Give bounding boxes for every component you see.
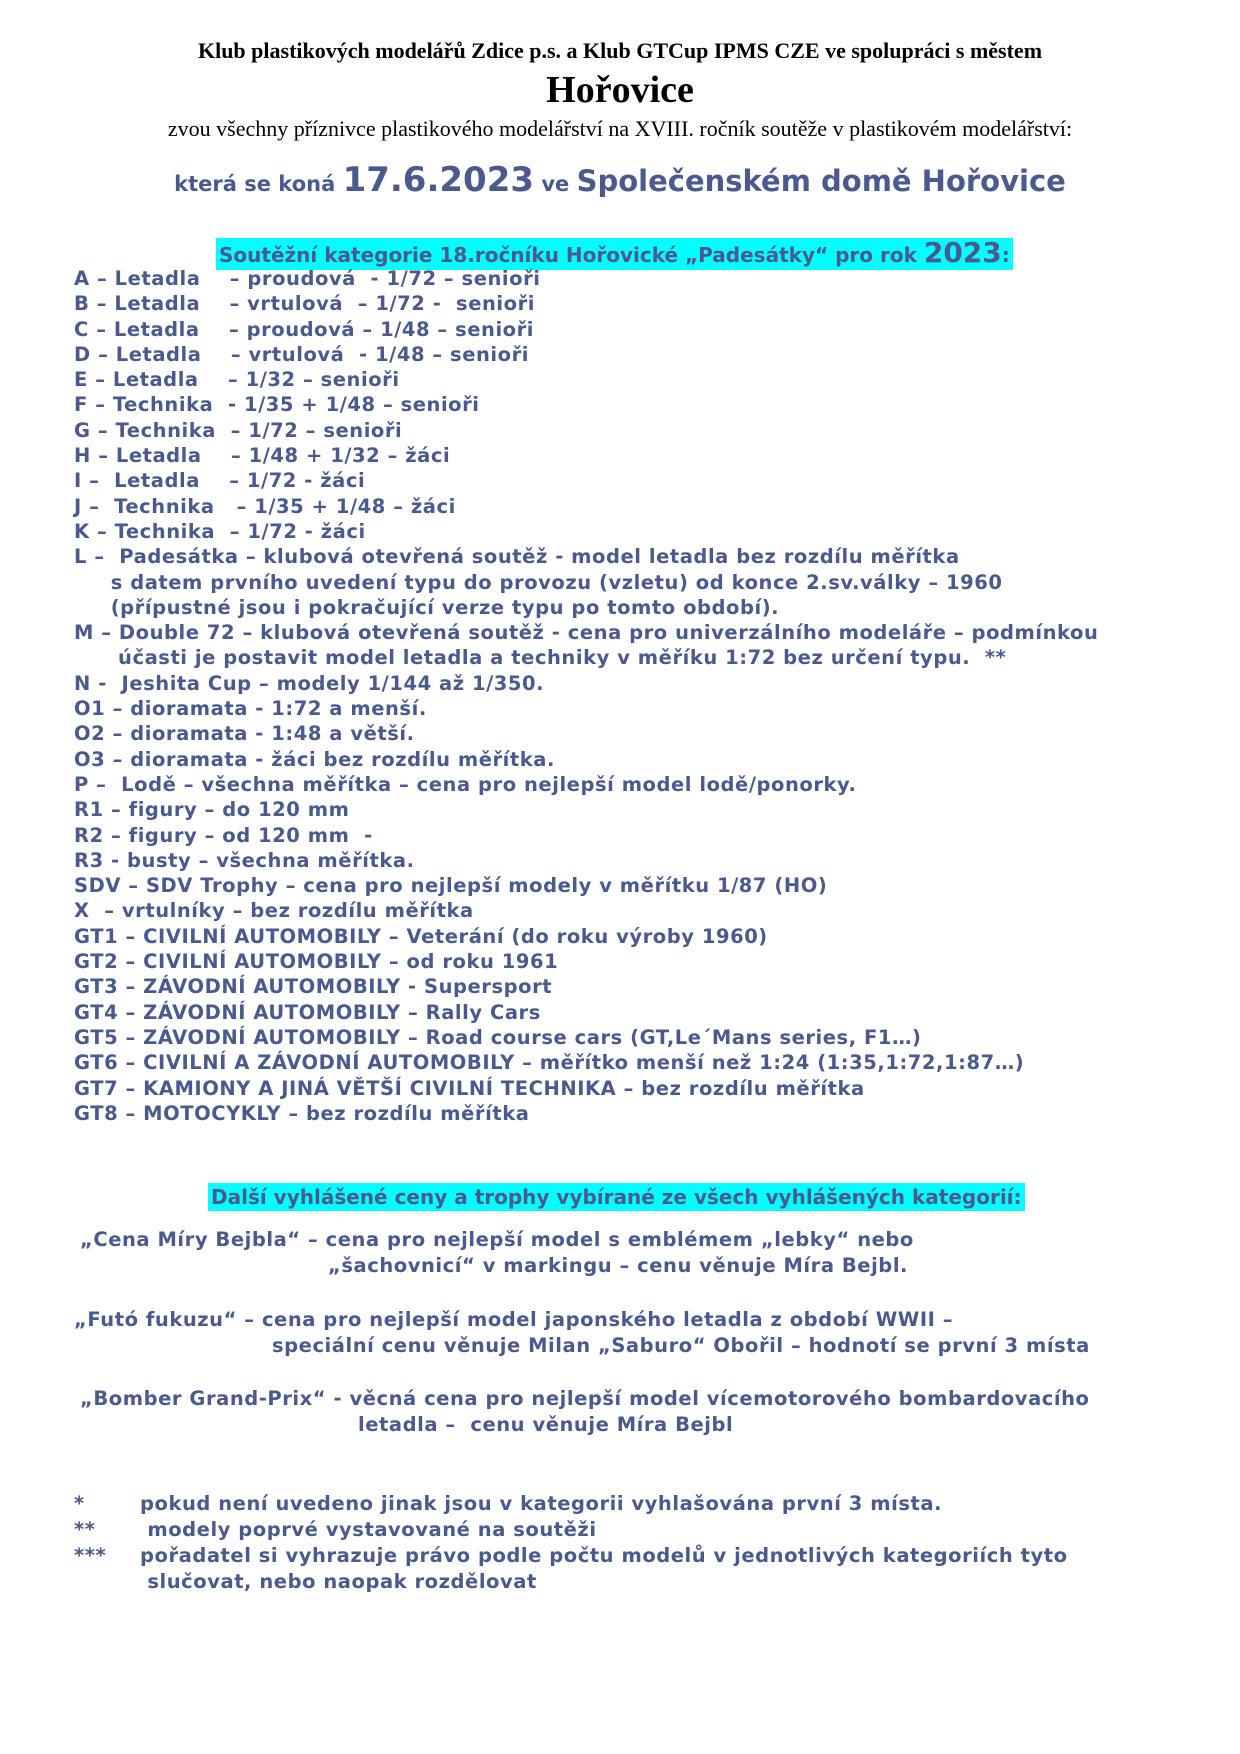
list-item: L – Padesátka – klubová otevřená soutěž - model letadla bez rozdílu měřítka xyxy=(74,545,960,569)
footnote-text: pokud není uvedeno jinak jsou v kategorii vyhlašována první 3 místa. xyxy=(140,1492,943,1515)
list-item: s datem prvního uvedení typu do provozu (vzletu) od konce 2.sv.války – 1960 xyxy=(74,570,1003,594)
prizes-heading: Další vyhlášené ceny a trophy vybírané ze všech vyhlášených kategorií: xyxy=(208,1183,1025,1211)
list-item: GT8 – MOTOCYKLY – bez rozdílu měřítka xyxy=(74,1101,530,1125)
event-info-mid: ve xyxy=(534,172,577,196)
prize-bomber-grand-prix-line2: letadla – cenu věnuje Míra Bejbl xyxy=(358,1413,734,1436)
list-item: D – Letadla – vrtulová - 1/48 – senioři xyxy=(74,342,529,366)
list-item: R1 – figury – do 120 mm xyxy=(74,798,350,822)
list-item: H – Letadla – 1/48 + 1/32 – žáci xyxy=(74,444,451,468)
list-item: O2 – dioramata - 1:48 a větší. xyxy=(74,722,415,746)
list-item: R2 – figury – od 120 mm - xyxy=(74,823,373,847)
list-item: I – Letadla – 1/72 - žáci xyxy=(74,469,366,493)
footnote-mark: * xyxy=(74,1492,85,1515)
list-item: A – Letadla – proudová - 1/72 – senioři xyxy=(74,267,541,290)
event-date: 17.6.2023 xyxy=(342,160,535,200)
list-item: M – Double 72 – klubová otevřená soutěž - cena pro univerzálního modeláře – podmínkou xyxy=(74,621,1099,645)
list-item: P – Lodě – všechna měřítka – cena pro nejlepší model lodě/ponorky. xyxy=(74,772,857,796)
event-venue: Společenském domě Hořovice xyxy=(576,164,1066,198)
footnote xyxy=(74,1517,597,1543)
header-organizers: Klub plastikových modelářů Zdice p.s. a Klub GTCup IPMS CZE ve spolupráci s městem xyxy=(197,38,1043,63)
prize-futo-fukuzu-line1: „Futó fukuzu“ – cena pro nejlepší model japonského letadla z období WWII – xyxy=(74,1308,954,1331)
list-item: K – Technika – 1/72 - žáci xyxy=(74,519,366,543)
prize-futo-fukuzu-line2: speciální cenu věnuje Milan „Saburo“ Obořil – hodnotí se první 3 místa xyxy=(272,1334,1090,1357)
list-item: SDV – SDV Trophy – cena pro nejlepší modely v měřítku 1/87 (HO) xyxy=(74,874,828,898)
list-item: GT6 – CIVILNÍ A ZÁVODNÍ AUTOMOBILY – měřítko menší než 1:24 (1:35,1:72,1:87…) xyxy=(74,1051,1025,1075)
list-item: GT2 – CIVILNÍ AUTOMOBILY – od roku 1961 xyxy=(74,950,559,974)
header-event-info xyxy=(0,160,1240,200)
prize-cena-miry-bejbla-line1: „Cena Míry Bejbla“ – cena pro nejlepší model s emblémem „lebky“ nebo xyxy=(80,1228,914,1251)
footnote xyxy=(74,1569,537,1595)
list-item: (přípustné jsou i pokračující verze typu po tomto období). xyxy=(74,595,780,619)
footnote-mark: *** xyxy=(74,1544,107,1567)
categories-heading-year: 2023 xyxy=(923,236,1002,269)
list-item: O3 – dioramata - žáci bez rozdílu měřítka. xyxy=(74,747,555,771)
list-item: O1 – dioramata - 1:72 a menší. xyxy=(74,697,427,721)
header-town: Hořovice xyxy=(546,69,694,111)
footnote xyxy=(74,1543,1068,1569)
header-invitation: zvou všechny příznivce plastikového modelářství na XVIII. ročník soutěže v plastikovém modelářství: xyxy=(167,116,1073,141)
categories-heading-suffix: : xyxy=(1001,243,1010,267)
list-item: GT7 – KAMIONY A JINÁ VĚTŠÍ CIVILNÍ TECHNIKA – bez rozdílu měřítka xyxy=(74,1076,865,1100)
prize-bomber-grand-prix-line1: „Bomber Grand-Prix“ - věcná cena pro nejlepší model vícemotorového bombardovacího xyxy=(80,1387,1090,1410)
list-item: GT5 – ZÁVODNÍ AUTOMOBILY – Road course cars (GT,Le´Mans series, F1…) xyxy=(74,1025,922,1049)
list-item: GT4 – ZÁVODNÍ AUTOMOBILY – Rally Cars xyxy=(74,1000,541,1024)
category-list xyxy=(74,266,1098,1126)
list-item: N - Jeshita Cup – modely 1/144 až 1/350. xyxy=(74,671,545,695)
list-item: X – vrtulníky – bez rozdílu měřítka xyxy=(74,899,474,923)
event-info-prefix: která se koná xyxy=(174,172,343,196)
footnote-text: slučovat, nebo naopak rozdělovat xyxy=(140,1570,537,1593)
footnote-text: modely poprvé vystavované na soutěži xyxy=(140,1518,597,1541)
list-item: F – Technika - 1/35 + 1/48 – senioři xyxy=(74,393,480,417)
list-item: GT1 – CIVILNÍ AUTOMOBILY – Veterání (do roku výroby 1960) xyxy=(74,924,768,948)
prize-cena-miry-bejbla-line2: „šachovnicí“ v markingu – cenu věnuje Míra Bejbl. xyxy=(328,1254,909,1277)
list-item: B – Letadla – vrtulová – 1/72 - senioři xyxy=(74,292,535,316)
footnote xyxy=(74,1491,942,1517)
categories-heading-text: Soutěžní kategorie 18.ročníku Hořovické „Padesátky“ pro rok xyxy=(219,243,924,267)
list-item: J – Technika – 1/35 + 1/48 – žáci xyxy=(74,494,456,518)
footnote-mark: ** xyxy=(74,1518,96,1541)
footnote-text: pořadatel si vyhrazuje právo podle počtu modelů v jednotlivých kategoriích tyto xyxy=(140,1544,1068,1567)
list-item: G – Technika – 1/72 – senioři xyxy=(74,418,403,442)
list-item: účasti je postavit model letadla a techniky v měříku 1:72 bez určení typu. ** xyxy=(74,646,1007,670)
list-item: E – Letadla – 1/32 – senioři xyxy=(74,368,400,392)
list-item: R3 - busty – všechna měřítka. xyxy=(74,848,415,872)
list-item: GT3 – ZÁVODNÍ AUTOMOBILY - Supersport xyxy=(74,975,553,999)
list-item: C – Letadla – proudová – 1/48 – senioři xyxy=(74,317,535,341)
